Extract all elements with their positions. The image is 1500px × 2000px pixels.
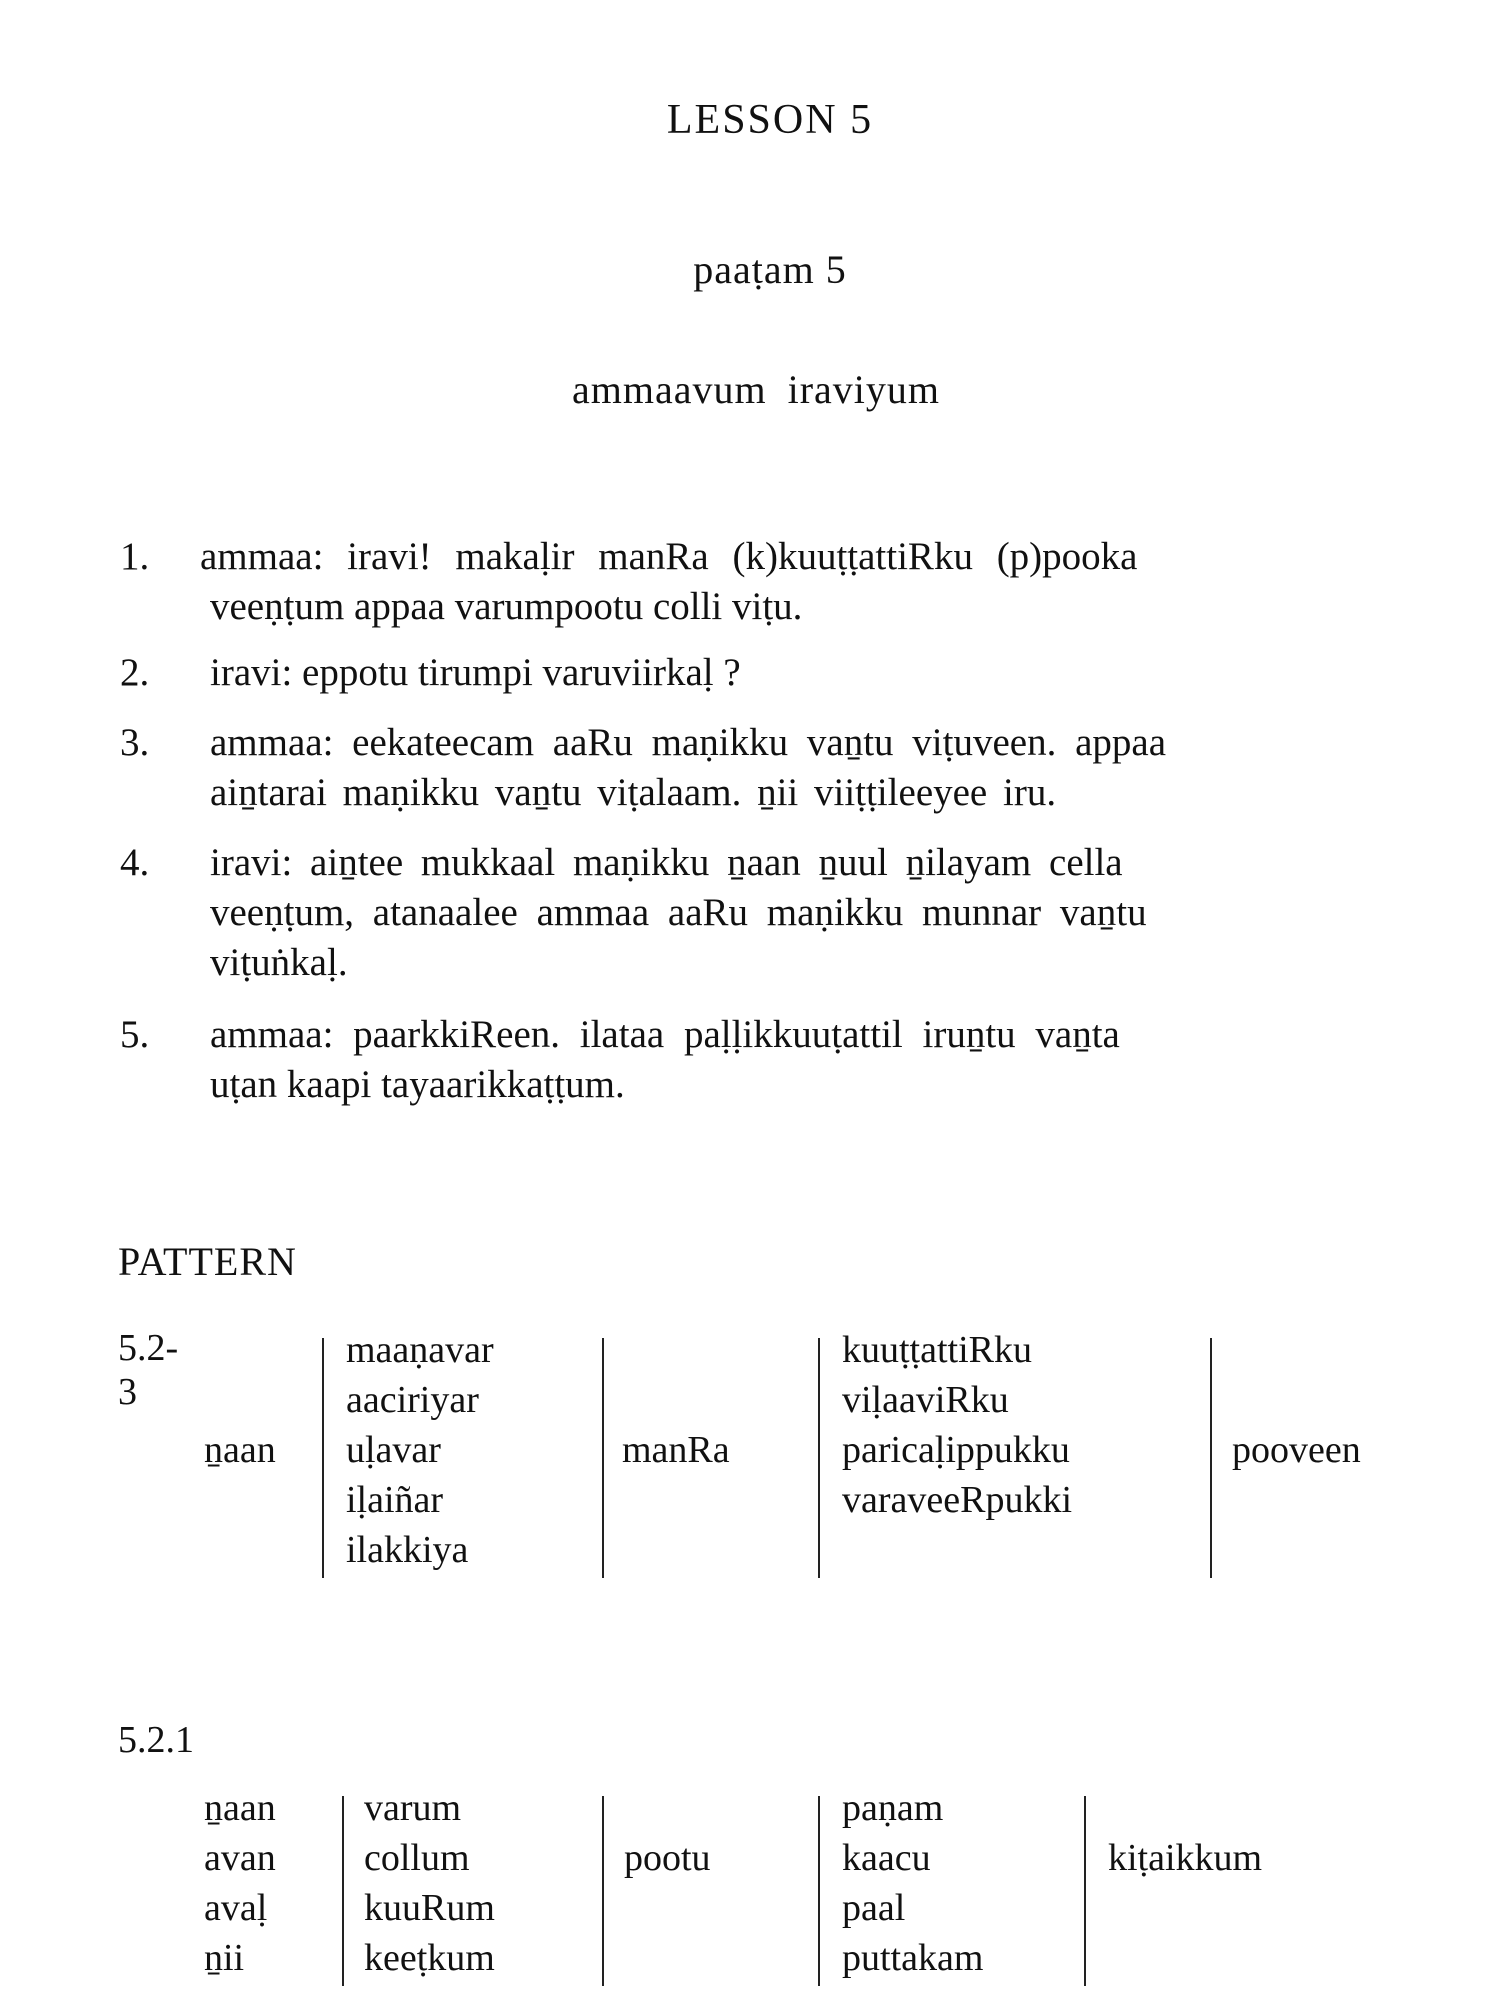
dialogue-line: uṭan kaapi tayaarikkaṭṭum.: [210, 1063, 625, 1106]
pattern-word: ilakkiya: [346, 1529, 469, 1571]
pattern-word: uḷavar: [346, 1429, 441, 1471]
dialogue-number: 3.: [120, 721, 150, 764]
dialogue-number: 5.: [120, 1013, 150, 1056]
pattern-middle: manRa: [622, 1429, 730, 1471]
lesson-heading: LESSON 5: [666, 97, 874, 143]
column-divider: [1210, 1338, 1212, 1578]
pattern-subject: ṉii: [204, 1937, 245, 1979]
pattern-label: 5.2.1: [118, 1719, 194, 1761]
pattern-subject: ṉaan: [204, 1787, 276, 1829]
dialogue-title: ammaavum iraviyum: [571, 367, 940, 412]
dialogue-number: 2.: [120, 651, 150, 694]
lesson-subtitle: paaṭam 5: [693, 247, 847, 292]
column-divider: [322, 1338, 324, 1578]
pattern-heading: PATTERN: [118, 1239, 297, 1284]
dialogue-line: ammaa: paarkkiReen. ilataa paḷḷikkuuṭattil iruṉtu vaṉta: [210, 1013, 1120, 1056]
pattern-word: maaṇavar: [346, 1329, 494, 1371]
column-divider: [342, 1796, 344, 1986]
column-divider: [602, 1796, 604, 1986]
dialogue-line: veeṇṭum appaa varumpootu colli viṭu.: [210, 585, 803, 628]
dialogue-number: 1.: [120, 535, 150, 578]
column-divider: [602, 1338, 604, 1578]
pattern-word: kaacu: [842, 1837, 931, 1879]
dialogue-line: viṭuṅkaḷ.: [210, 941, 348, 984]
dialogue-number: 4.: [120, 841, 150, 884]
pattern-word: puttakam: [842, 1937, 984, 1979]
pattern-word: kuuṭṭattiRku: [842, 1329, 1032, 1371]
pattern-word: collum: [364, 1837, 470, 1879]
pattern-word: viḷaaviRku: [842, 1379, 1009, 1421]
dialogue-line: iravi: eppotu tirumpi varuviirkaḷ ?: [210, 651, 741, 694]
pattern-subject: ṉaan: [204, 1429, 276, 1471]
pattern-verb: pooveen: [1232, 1429, 1361, 1471]
dialogue-line: aiṉtarai maṇikku vaṉtu viṭalaam. ṉii viiṭṭileeyee iru.: [210, 771, 1057, 814]
pattern-verb: kiṭaikkum: [1108, 1837, 1263, 1879]
column-divider: [818, 1796, 820, 1986]
column-divider: [1084, 1796, 1086, 1986]
pattern-word: paṇam: [842, 1787, 944, 1829]
pattern-subject: avaḷ: [204, 1887, 268, 1929]
column-divider: [818, 1338, 820, 1578]
pattern-word: paricaḷippukku: [842, 1429, 1070, 1471]
dialogue-line: iravi: aiṉtee mukkaal maṇikku ṉaan ṉuul ṉilayam cella: [210, 841, 1123, 884]
pattern-word: varaveeRpukki: [842, 1479, 1073, 1521]
pattern-label: 5.2-3: [118, 1327, 179, 1413]
pattern-word: iḷaiñar: [346, 1479, 444, 1521]
pattern-middle: pootu: [624, 1837, 711, 1879]
pattern-word: varum: [364, 1787, 462, 1829]
dialogue-line: ammaa: iravi! makaḷir manRa (k)kuuṭṭattiRku (p)pooka: [200, 535, 1138, 578]
pattern-word: keeṭkum: [364, 1937, 495, 1979]
pattern-word: kuuRum: [364, 1887, 495, 1929]
dialogue-line: ammaa: eekateecam aaRu maṇikku vaṉtu viṭuveen. appaa: [210, 721, 1167, 764]
dialogue-line: veeṇṭum, atanaalee ammaa aaRu maṇikku munnar vaṉtu: [210, 891, 1147, 934]
pattern-word: paal: [842, 1887, 906, 1929]
pattern-subject: avan: [204, 1837, 276, 1879]
pattern-word: aaciriyar: [346, 1379, 479, 1421]
